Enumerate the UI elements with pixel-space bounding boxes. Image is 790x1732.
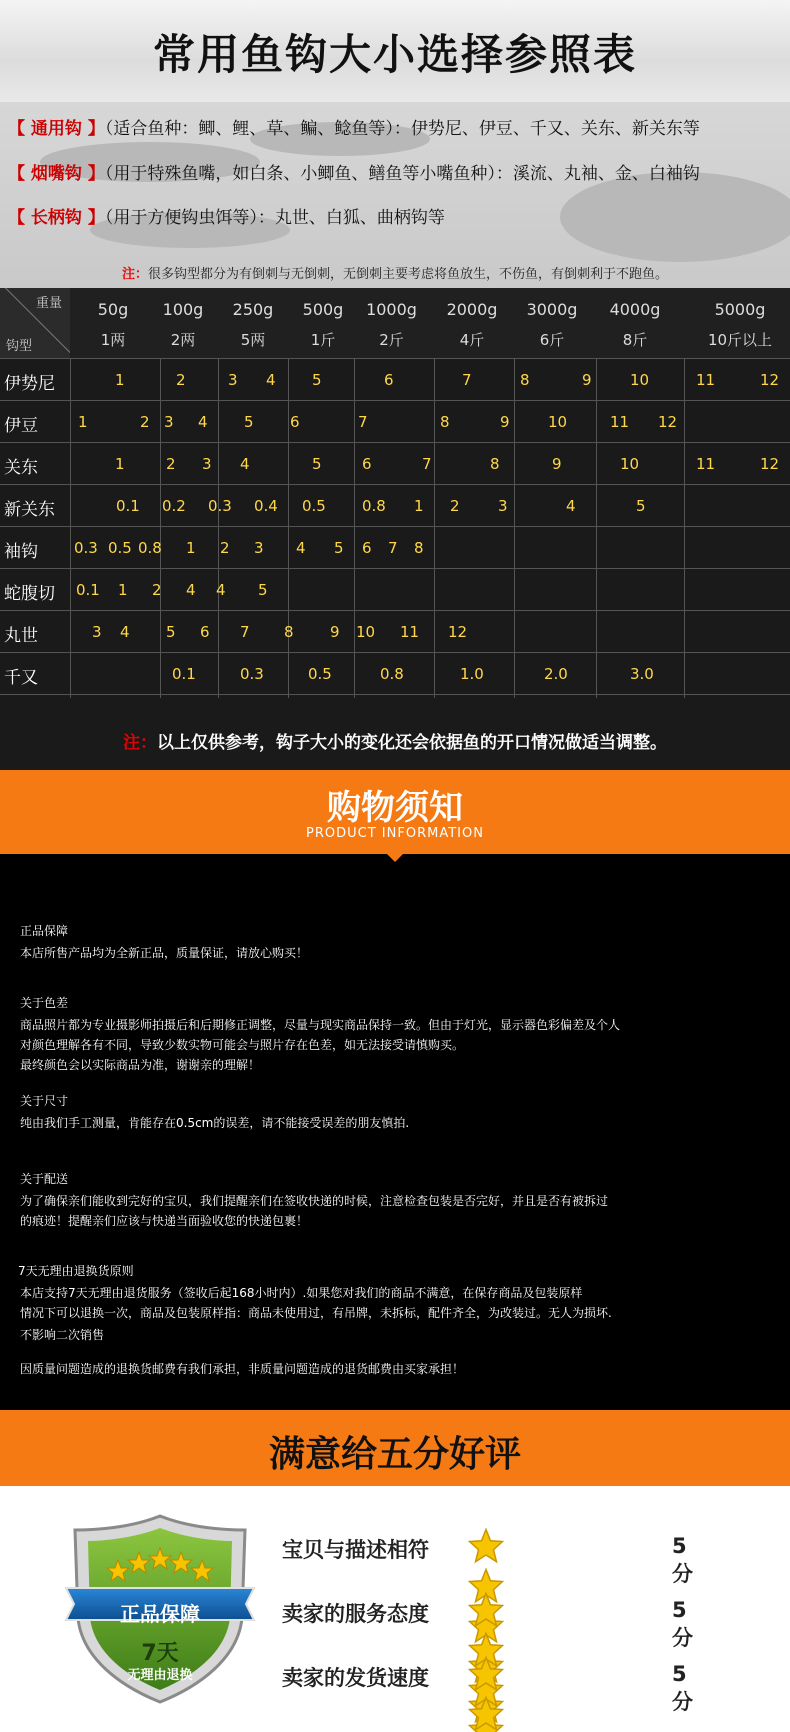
hook-size: 9 [582, 371, 592, 389]
hook-size: 6 [200, 623, 210, 641]
row-label: 丸世 [4, 626, 38, 646]
hook-size: 8 [440, 413, 450, 431]
info-text: （用于特殊鱼嘴，如白条、小鲫鱼、鳝鱼等小嘴鱼种）：溪流、丸袖、金、白袖钩 [104, 164, 700, 184]
column-header: 2000g 4斤 [446, 300, 498, 349]
hook-size: 0.1 [116, 497, 140, 515]
table-bottom-border [0, 694, 790, 695]
column-header: 50g 1两 [97, 300, 129, 349]
hook-size: 10 [548, 413, 568, 431]
rating-panel [0, 1486, 790, 1732]
hook-size: 10 [356, 623, 376, 641]
hook-size-table [0, 288, 790, 770]
notice-text: 对颜色理解各有不同，导致少数实物可能会与照片存在色差，如无法接受请慎购买。 [20, 1038, 465, 1052]
hook-size: 4 [120, 623, 130, 641]
hook-size: 0.5 [108, 539, 132, 557]
hook-size: 5 [258, 581, 268, 599]
table-row [0, 442, 790, 483]
hook-size: 0.3 [240, 665, 264, 683]
table-row [0, 568, 790, 609]
hook-size: 8 [414, 539, 424, 557]
badge-days-text: 7天 [141, 1641, 179, 1666]
notice-text: 本店支持7天无理由退货服务（签收后起168小时内）.如果您对我们的商品不满意，在保存商品及包装原样 [20, 1286, 583, 1300]
table-row [0, 400, 790, 441]
hook-size: 12 [760, 371, 780, 389]
hook-size: 4 [186, 581, 196, 599]
notice-heading: 正品保障 [20, 924, 69, 938]
row-label: 袖钩 [4, 542, 38, 562]
down-arrow-icon [387, 854, 403, 862]
rating-score: 5分 [672, 1534, 693, 1586]
hook-size: 4 [216, 581, 226, 599]
table-note [0, 728, 790, 753]
table-row [0, 358, 790, 399]
hook-size: 8 [284, 623, 294, 641]
hook-size: 1 [414, 497, 424, 515]
hook-size: 2 [220, 539, 230, 557]
hook-size: 0.3 [208, 497, 232, 515]
hook-size: 8 [520, 371, 530, 389]
table-row [0, 652, 790, 693]
hook-size: 7 [240, 623, 250, 641]
hook-size: 8 [490, 455, 500, 473]
hook-size: 4 [566, 497, 576, 515]
title-banner [0, 0, 790, 102]
hook-size: 4 [266, 371, 276, 389]
hook-size: 0.8 [362, 497, 386, 515]
fish-decoration-3 [560, 172, 790, 262]
review-title: 满意给五分好评 [268, 1434, 521, 1475]
hook-size: 6 [362, 539, 372, 557]
shopping-title: 购物须知 [327, 788, 463, 828]
info-tag: 【 通用钩 】 [8, 119, 105, 139]
hook-size: 0.1 [172, 665, 196, 683]
shopping-info-banner [0, 770, 790, 854]
hook-size: 5 [244, 413, 254, 431]
info-tag: 【 烟嘴钩 】 [8, 164, 105, 184]
info-tag: 【 长柄钩 】 [8, 208, 105, 228]
notice-text: 因质量问题造成的退换货邮费有我们承担，非质量问题造成的退货邮费由买家承担！ [20, 1362, 465, 1376]
hook-size: 2.0 [544, 665, 568, 683]
hook-size: 0.2 [162, 497, 186, 515]
column-header: 250g 5两 [232, 300, 274, 349]
hook-size: 0.5 [302, 497, 326, 515]
info-line-smallmouth [8, 159, 700, 184]
hook-size: 3 [498, 497, 508, 515]
hook-size: 4 [198, 413, 208, 431]
notice-text: 不影响二次销售 [20, 1328, 105, 1342]
corner-weight-label: 重量 [35, 296, 62, 311]
info-line-longshank [8, 203, 445, 228]
info-text: （用于方便钩虫饵等）：丸世、白狐、曲柄钩等 [104, 208, 445, 228]
hook-size: 1 [115, 455, 125, 473]
hook-size: 11 [400, 623, 420, 641]
hook-size: 1 [78, 413, 88, 431]
hook-size: 0.5 [308, 665, 332, 683]
notice-text: 为了确保亲们能收到完好的宝贝，我们提醒亲们在签收快递的时候，注意检查包装是否完好，并且是否有被拆过 [20, 1194, 609, 1208]
hook-size: 3 [164, 413, 174, 431]
hook-size: 2 [166, 455, 176, 473]
info-line-general [8, 114, 700, 139]
notice-heading: 7天无理由退换货原则 [18, 1264, 134, 1278]
notice-heading: 关于色差 [20, 996, 69, 1010]
hook-size: 1 [115, 371, 125, 389]
hook-size: 6 [290, 413, 300, 431]
corner-type-label: 钩型 [6, 339, 33, 354]
badge-sub-text: 无理由退换 [127, 1668, 193, 1683]
hook-size: 0.8 [380, 665, 404, 683]
hook-size: 6 [362, 455, 372, 473]
barb-note [0, 263, 790, 282]
hook-size: 4 [296, 539, 306, 557]
notice-text: 纯由我们手工测量，肯能存在0.5cm的误差，请不能接受误差的朋友慎拍. [20, 1116, 410, 1130]
hook-size: 5 [636, 497, 646, 515]
rating-label: 卖家的服务态度 [282, 1602, 429, 1626]
hook-size: 12 [448, 623, 468, 641]
badge-main-text: 正品保障 [120, 1602, 200, 1626]
notice-text: 最终颜色会以实际商品为准，谢谢亲的理解！ [20, 1058, 261, 1072]
hook-size: 3.0 [630, 665, 654, 683]
hook-size: 4 [240, 455, 250, 473]
table-row [0, 610, 790, 651]
hook-size: 0.3 [74, 539, 98, 557]
review-banner [0, 1410, 790, 1486]
notice-text: 商品照片都为专业摄影师拍摄后和后期修正调整，尽量与现实商品保持一致。但由于灯光，显示器色彩偏差及个人 [20, 1018, 621, 1032]
hook-size: 10 [630, 371, 650, 389]
hook-size: 7 [462, 371, 472, 389]
note-text: 很多钩型都分为有倒刺与无倒刺，无倒刺主要考虑将鱼放生，不伤鱼，有倒刺利于不跑鱼。 [148, 267, 669, 282]
hook-size: 10 [620, 455, 640, 473]
table-row [0, 484, 790, 525]
hook-size: 12 [760, 455, 780, 473]
notice-text: 本店所售产品均为全新正品，质量保证，请放心购买！ [20, 946, 309, 960]
column-header: 3000g 6斤 [526, 300, 578, 349]
note-mark: 注： [121, 267, 148, 282]
hook-size: 5 [334, 539, 344, 557]
hook-size: 7 [422, 455, 432, 473]
row-label: 蛇腹切 [4, 584, 55, 604]
hook-size: 11 [696, 371, 716, 389]
row-label: 伊势尼 [4, 374, 55, 394]
page-title: 常用鱼钩大小选择参照表 [152, 30, 637, 79]
hook-size: 5 [166, 623, 176, 641]
hook-size: 9 [330, 623, 340, 641]
hook-size: 7 [358, 413, 368, 431]
note-text: 以上仅供参考，钩子大小的变化还会依据鱼的开口情况做适当调整。 [157, 733, 667, 753]
info-text: （适合鱼种：鲫、鲤、草、鳊、鲶鱼等）：伊势尼、伊豆、千又、关东、新关东等 [104, 119, 700, 139]
notice-text: 情况下可以退换一次，商品及包装原样指：商品未使用过，有吊牌，未拆标，配件齐全，为改装过。无人为损坏. [20, 1306, 612, 1320]
hook-size: 3 [92, 623, 102, 641]
hook-size: 3 [228, 371, 238, 389]
rating-label: 卖家的发货速度 [282, 1666, 429, 1690]
notice-heading: 关于尺寸 [20, 1094, 69, 1108]
hook-size: 6 [384, 371, 394, 389]
hook-size: 2 [140, 413, 150, 431]
hook-size: 1 [118, 581, 128, 599]
column-header: 5000g 10斤以上 [707, 300, 773, 349]
column-header: 4000g 8斤 [609, 300, 661, 349]
rating-score: 5分 [672, 1662, 693, 1714]
hook-size: 0.1 [76, 581, 100, 599]
table-corner [0, 288, 70, 358]
hook-size: 0.4 [254, 497, 278, 515]
row-label: 关东 [4, 458, 38, 478]
hook-size: 11 [610, 413, 630, 431]
star-rating [468, 1656, 507, 1732]
hook-size: 9 [552, 455, 562, 473]
note-mark: 注： [123, 733, 157, 753]
row-label: 新关东 [4, 500, 55, 520]
hook-type-info [0, 102, 790, 288]
rating-score: 5分 [672, 1598, 693, 1650]
hook-size: 2 [176, 371, 186, 389]
hook-size: 12 [658, 413, 678, 431]
star-icon [468, 1592, 504, 1628]
notice-text: 的痕迹！提醒亲们应该与快递当面验收您的快递包裹！ [20, 1214, 309, 1228]
hook-size: 3 [254, 539, 264, 557]
hook-size: 0.8 [138, 539, 162, 557]
star-icon [468, 1528, 504, 1564]
hook-size: 11 [696, 455, 716, 473]
star-icon [468, 1696, 504, 1732]
column-header: 500g 1斤 [302, 300, 344, 349]
table-row [0, 526, 790, 567]
star-icon [468, 1656, 504, 1692]
row-label: 伊豆 [4, 416, 38, 436]
hook-size: 7 [388, 539, 398, 557]
row-label: 千又 [4, 668, 38, 688]
rating-label: 宝贝与描述相符 [282, 1538, 429, 1562]
hook-size: 9 [500, 413, 510, 431]
column-header: 1000g 2斤 [366, 300, 417, 349]
hook-size: 1 [186, 539, 196, 557]
shopping-subtitle: PRODUCT INFORMATION [306, 826, 484, 841]
hook-size: 2 [152, 581, 162, 599]
column-header: 100g 2两 [162, 300, 204, 349]
hook-size: 3 [202, 455, 212, 473]
table-header-row [0, 288, 790, 358]
notice-heading: 关于配送 [20, 1172, 69, 1186]
hook-size: 5 [312, 371, 322, 389]
hook-size: 5 [312, 455, 322, 473]
hook-size: 1.0 [460, 665, 484, 683]
hook-size: 2 [450, 497, 460, 515]
